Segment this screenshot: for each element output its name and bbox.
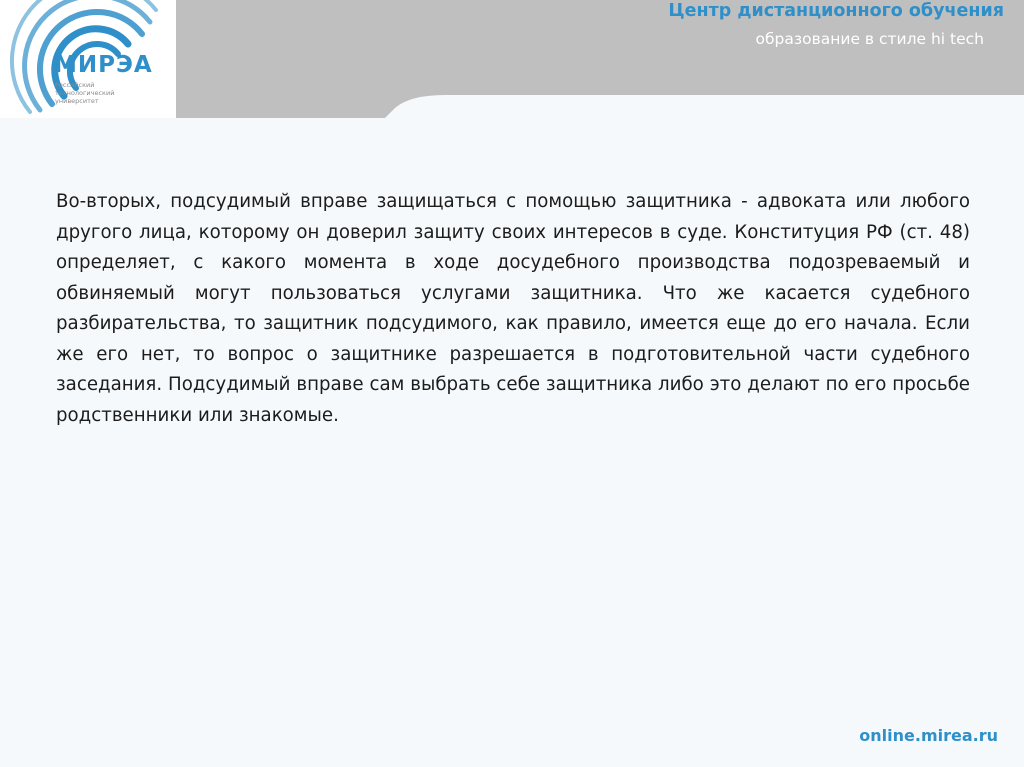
slide-header: [0, 0, 1024, 118]
logo-text: МИРЭА: [54, 52, 153, 78]
header-title: Центр дистанционного обучения: [668, 1, 1004, 21]
logo-subtitle: Российский технологический университет: [55, 81, 115, 105]
slide-body-text: Во-вторых, подсудимый вправе защищаться с помощью защитника - адвоката или любого другого лица, которому он доверил защиту своих интересов в суде. Конституция РФ (ст. 48) определяет, с какого момента в ходе досудебного производства подозреваемый и обвиняемый могут пользоваться услугами защитника. Что же касается судебного разбирательства, то защитник подсудимого, как правило, имеется еще до его начала. Если же его нет, то вопрос о защитнике разрешается в подготовительной части судебного заседания. Подсудимый вправе сам выбрать себе защитника либо это делают по его просьбе родственники или знакомые.: [56, 191, 970, 426]
mirea-logo: [0, 0, 180, 118]
footer-url[interactable]: online.mirea.ru: [859, 726, 998, 745]
header-tagline: образование в стиле hi tech: [755, 30, 984, 48]
